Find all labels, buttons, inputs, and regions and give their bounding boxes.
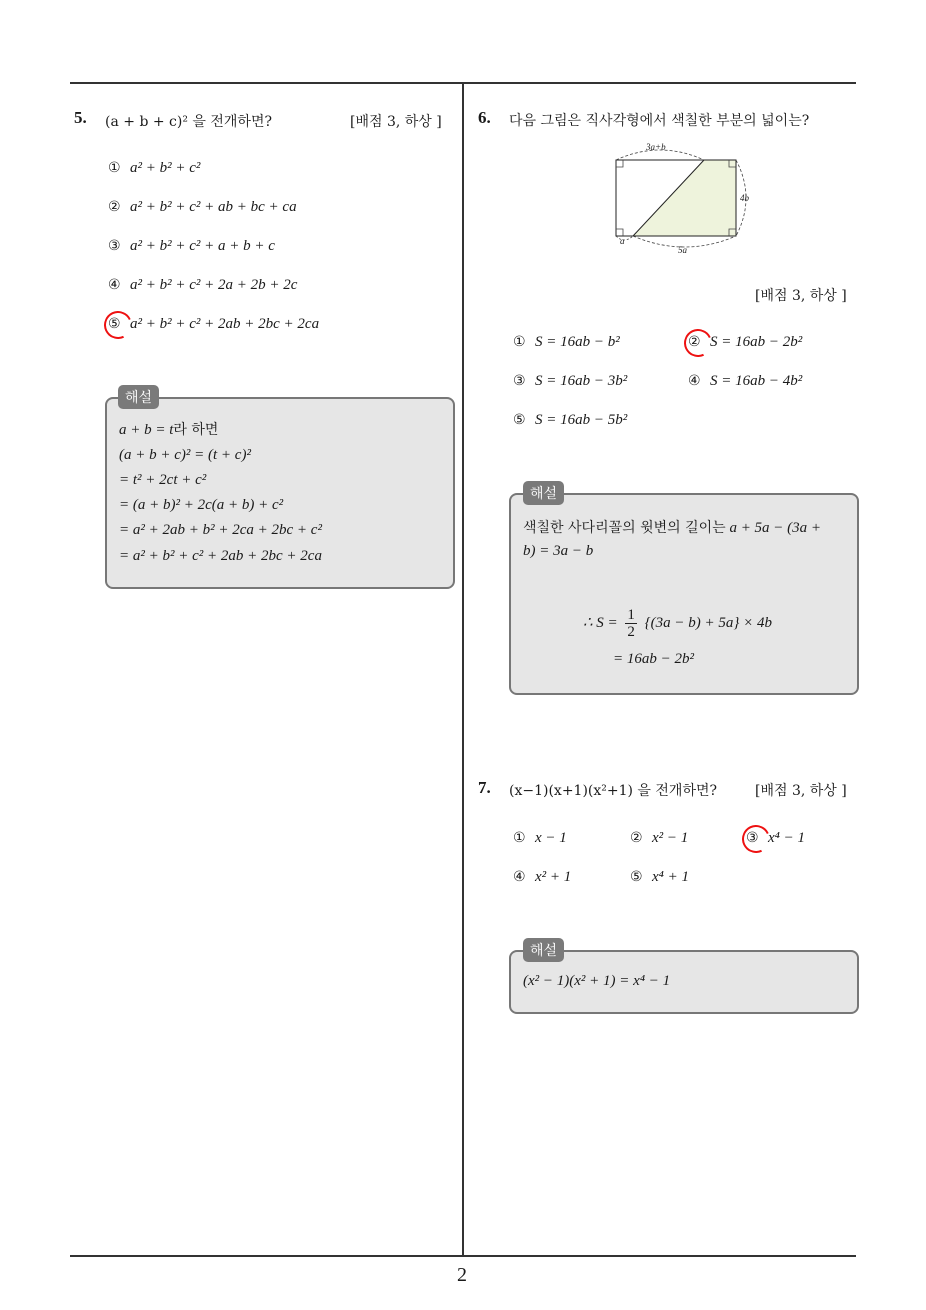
choice-expr: S = 16ab − b²	[535, 334, 620, 350]
choice-expr: a² + b² + c² + 2ab + 2bc + 2ca	[130, 316, 320, 332]
question-number: 6.	[478, 108, 491, 127]
fraction-numerator: 1	[627, 607, 635, 623]
choice-expr: x² − 1	[652, 830, 689, 846]
label-right: 4b	[740, 193, 749, 203]
choice-mark: ④	[513, 869, 526, 885]
choice-5[interactable]	[513, 412, 627, 429]
solution-intro-text: 라 하면	[173, 422, 219, 438]
choice-2[interactable]	[630, 830, 688, 847]
choice-expr: x⁴ + 1	[652, 869, 689, 885]
choice-5[interactable]	[630, 869, 689, 886]
question-text: (x−1)(x+1)(x²+1) 을 전개하면?	[509, 783, 718, 799]
choice-mark: ⑤	[513, 412, 526, 428]
solution-line-2: = t² + 2ct + c²	[119, 472, 207, 488]
page-number: 2	[457, 1264, 467, 1286]
solution-line-5: = a² + b² + c² + 2ab + 2bc + 2ca	[119, 548, 322, 564]
choice-1[interactable]	[513, 830, 567, 847]
solution-line-2: b) = 3a − b	[523, 543, 594, 559]
solution-result: = 16ab − 2b²	[613, 651, 694, 667]
choice-mark: ⑤	[630, 869, 643, 885]
choice-2[interactable]	[108, 199, 297, 216]
solution-line-3: = (a + b)² + 2c(a + b) + c²	[119, 497, 284, 513]
choice-mark: ③	[746, 830, 759, 846]
label-bottom: 5a	[678, 245, 687, 255]
solution-box	[509, 493, 859, 695]
choice-expr: x² + 1	[535, 869, 572, 885]
choice-3[interactable]	[108, 238, 275, 255]
choice-expr: a² + b² + c² + a + b + c	[130, 238, 275, 254]
right-angle-mark	[616, 229, 623, 236]
solution-line-1: (x² − 1)(x² + 1) = x⁴ − 1	[523, 973, 671, 989]
solution-intro-expr: a + b = t	[119, 422, 174, 438]
choice-4[interactable]	[513, 869, 571, 886]
choice-1[interactable]	[108, 160, 200, 177]
score-label: [배점 3, 하상 ]	[755, 783, 847, 799]
solution-tag: 해설	[118, 385, 159, 409]
solution-box	[105, 397, 455, 589]
right-angle-mark	[616, 160, 623, 167]
choice-mark: ②	[108, 199, 121, 215]
solution-intro	[119, 419, 218, 439]
fraction-denominator: 2	[627, 624, 635, 640]
choice-mark: ④	[108, 277, 121, 293]
solution-expr: a + 5a − (3a +	[729, 520, 822, 536]
label-top: 3a+b	[646, 142, 666, 152]
fraction-prefix: ∴ S =	[583, 614, 618, 631]
question-text: (a + b + c)² 을 전개하면?	[105, 114, 272, 130]
rectangle-figure	[600, 140, 760, 260]
choice-mark: ①	[513, 830, 526, 846]
solution-line-4: = a² + 2ab + b² + 2ca + 2bc + c²	[119, 522, 322, 538]
choice-expr: a² + b² + c² + 2a + 2b + 2c	[130, 277, 298, 293]
choice-expr: a² + b² + c² + ab + bc + ca	[130, 199, 297, 215]
choice-expr: x⁴ − 1	[768, 830, 805, 846]
choice-4[interactable]	[688, 373, 802, 390]
question-text: 다음 그림은 직사각형에서 색칠한 부분의 넓이는?	[509, 113, 810, 129]
choice-1[interactable]	[513, 334, 620, 351]
fraction-rest: {(3a − b) + 5a} × 4b	[644, 614, 773, 631]
score-label: [배점 3, 하상 ]	[350, 114, 442, 130]
choice-mark: ①	[513, 334, 526, 350]
solution-line-1: (a + b + c)² = (t + c)²	[119, 447, 251, 463]
choice-mark: ②	[630, 830, 643, 846]
choice-3[interactable]	[513, 373, 627, 390]
answer-circle-icon	[100, 307, 136, 343]
question-number: 7.	[478, 778, 491, 797]
score-label: [배점 3, 하상 ]	[755, 288, 847, 304]
solution-tag: 해설	[523, 938, 564, 962]
choice-expr: S = 16ab − 3b²	[535, 373, 628, 389]
choice-mark: ③	[108, 238, 121, 254]
choice-expr: S = 16ab − 4b²	[710, 373, 803, 389]
question-number: 5.	[74, 108, 87, 127]
choice-mark: ④	[688, 373, 701, 389]
fraction	[625, 607, 637, 640]
choice-mark: ①	[108, 160, 121, 176]
solution-line-1	[523, 517, 821, 537]
choice-4[interactable]	[108, 277, 297, 294]
answer-circle-icon	[680, 325, 716, 361]
label-bottom-left: a	[620, 236, 625, 246]
choice-mark: ③	[513, 373, 526, 389]
shaded-trapezoid	[633, 160, 736, 236]
choice-5[interactable]	[108, 316, 319, 333]
choice-mark: ②	[688, 334, 701, 350]
bottom-rule	[70, 1255, 856, 1257]
choice-mark: ⑤	[108, 316, 121, 332]
solution-text: 색칠한 사다리꼴의 윗변의 길이는	[523, 520, 726, 536]
bottom-left-brace	[616, 236, 633, 240]
column-divider	[462, 82, 464, 1257]
choice-expr: S = 16ab − 5b²	[535, 412, 628, 428]
solution-fraction-line	[583, 607, 772, 640]
answer-circle-icon	[738, 821, 774, 857]
choice-expr: a² + b² + c²	[130, 160, 201, 176]
choice-expr: x − 1	[535, 830, 567, 846]
choice-expr: S = 16ab − 2b²	[710, 334, 803, 350]
solution-tag: 해설	[523, 481, 564, 505]
